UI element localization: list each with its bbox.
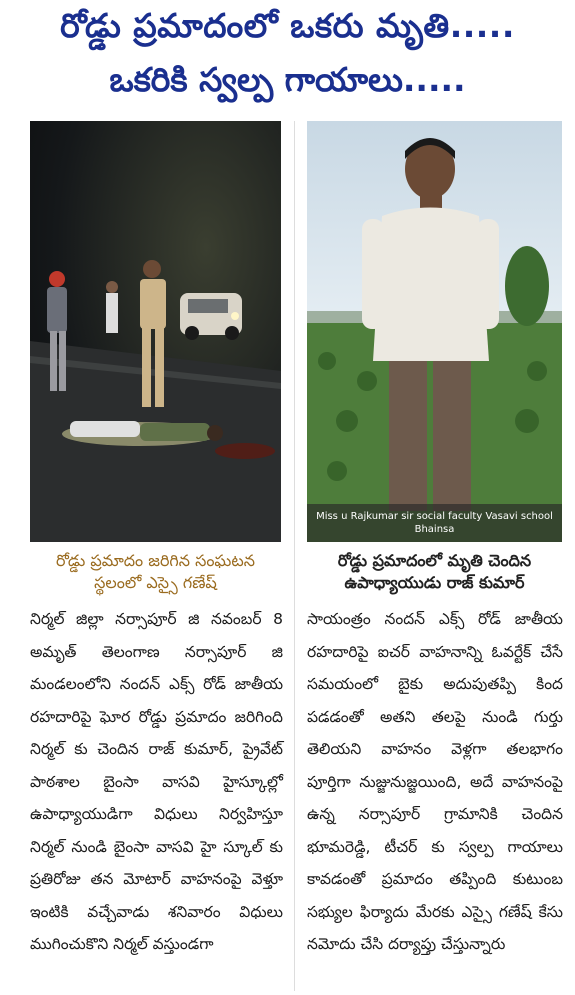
right-photo-caption: రోడ్డు ప్రమాదంలో మృతి చెందిన ఉపాధ్యాయుడు రాజ్ కుమార్ (337, 551, 532, 592)
accident-scene-illustration (30, 121, 281, 542)
headline-line-1: రోడ్డు ప్రమాదంలో ఒకరు మృతి..... (60, 6, 515, 45)
column-divider (294, 121, 295, 991)
article-paragraph-right: సాయంత్రం నందన్ ఎక్స్ రోడ్ జాతీయ రహదారిపై ఐచర్ వాహనాన్ని ఓవర్టేక్ చేసే సమయంలో బైకు అదుపుతప్పి కింద పడడంతో అతని తలపై నుండి గుర్తు తెలియని వాహనం వెళ్లగా తలభాగం పూర్తిగా నుజ్జునుజ్జయింది, అదే వాహనంపై ఉన్న నర్సాపూర్ గ్రామానికి చెందిన భూమరెడ్డి, టీచర్ కు స్వల్ప గాయాలు కావడంతో ప్రమాదం తప్పింది కుటుంబ సభ్యుల ఫిర్యాదు మేరకు ఎస్సై గణేష్ కేసు నమోదు చేసి దర్యాప్తు చేస్తున్నారు (307, 610, 563, 953)
teacher-portrait-photo (307, 121, 562, 542)
headline-line-2: ఒకరికి స్వల్ప గాయాలు..... (109, 60, 466, 99)
portrait-illustration (307, 121, 562, 542)
accident-scene-photo (30, 121, 281, 542)
photo-overlay-text: Miss u Rajkumar sir social faculty Vasavi school Bhainsa (307, 504, 562, 542)
left-photo-caption: రోడ్డు ప్రమాదం జరిగిన సంఘటన స్థలంలో ఎస్సై గణేష్ (56, 551, 255, 592)
article-paragraph-left: నిర్మల్ జిల్లా నర్సాపూర్ జి నవంబర్ 8 అమృత్ తెలంగాణ నర్సాపూర్ జి మండలంలోని నందన్ ఎక్స్ రోడ్ జాతీయ రహదారిపై ఘోర రోడ్డు ప్రమాదం జరిగింది నిర్మల్ కు చెందిన రాజ్ కుమార్, ప్రైవేట్ పాఠశాల బైంసా వాసవి హైస్కూల్లో ఉపాధ్యాయుడిగా విధులు నిర్వహిస్తూ నిర్మల్ నుండి బైంసా వాసవి హై స్కూల్ కు ప్రతిరోజు తన మోటార్ వాహనంపై వెళ్తూ ఇంటికి వచ్చేవాడు శనివారం విధులు ముగించుకొని నిర్మల్ వస్తుండగా (30, 610, 283, 953)
article-column-right (307, 603, 563, 961)
article-column-left (30, 603, 283, 961)
